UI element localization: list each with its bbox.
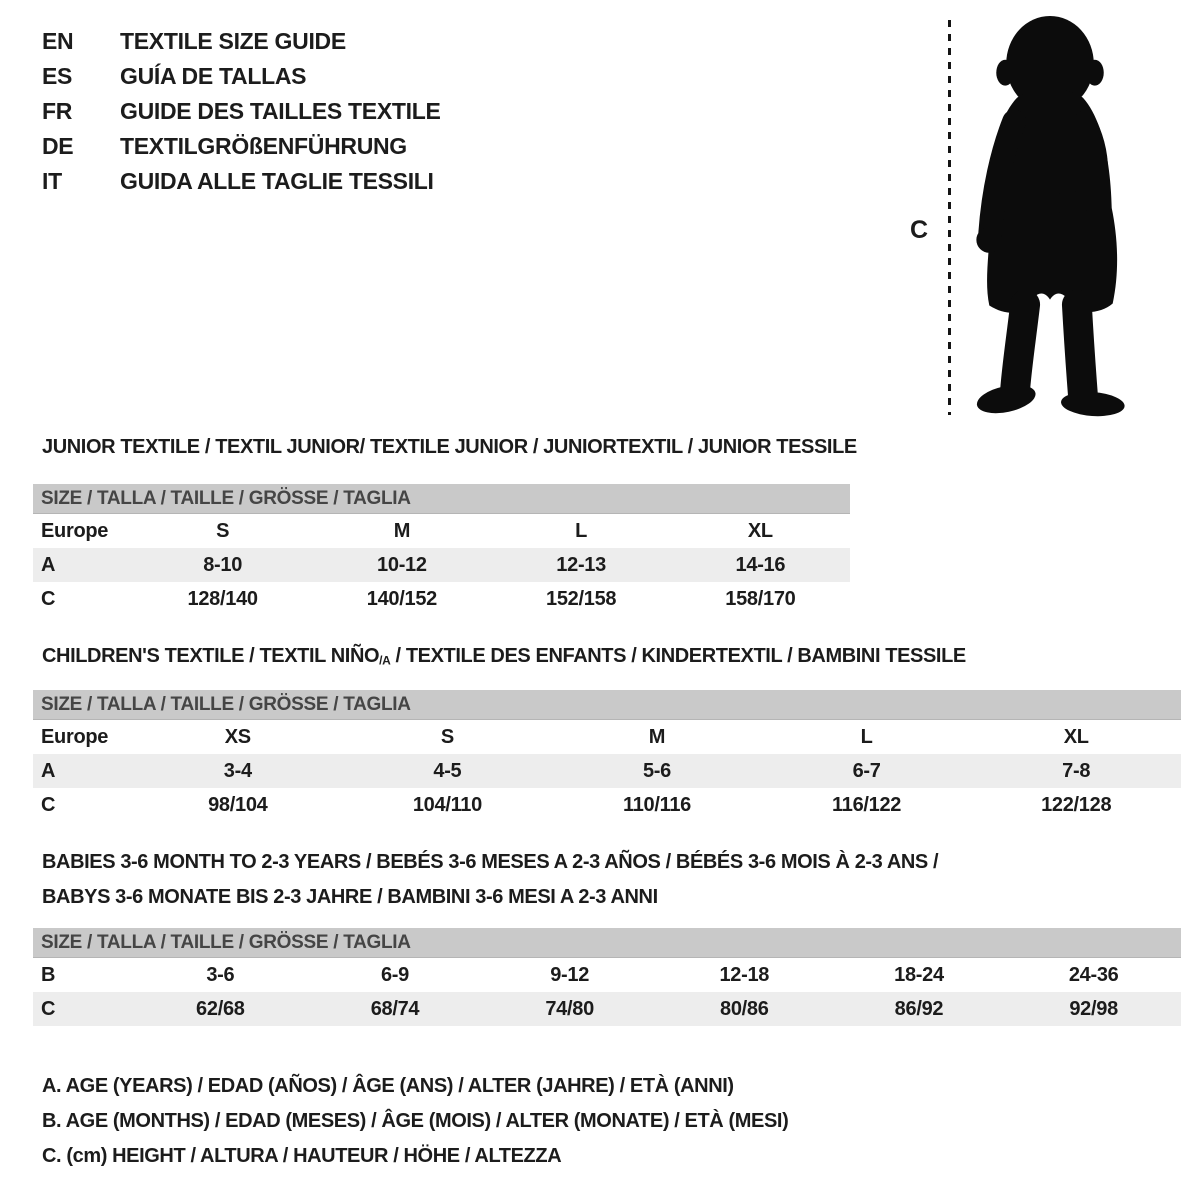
language-code: DE — [42, 133, 74, 159]
age-cell: 3-4 — [133, 754, 343, 788]
section-title-babies — [42, 845, 938, 915]
age-cell: 5-6 — [552, 754, 762, 788]
height-cell: 86/92 — [832, 992, 1007, 1026]
height-cell: 74/80 — [482, 992, 657, 1026]
height-cell: 80/86 — [657, 992, 832, 1026]
language-code: ES — [42, 63, 73, 89]
table-row — [33, 720, 1181, 754]
language-code: IT — [42, 168, 62, 194]
age-cell: 3-6 — [206, 963, 235, 986]
size-band-children: SIZE / TALLA / TAILLE / GRÖSSE / TAGLIA — [33, 690, 1181, 720]
size-cell: XS — [224, 725, 251, 748]
size-cell: S — [440, 725, 454, 748]
size-cell: L — [575, 519, 588, 542]
height-cell: 158/170 — [725, 587, 796, 610]
age-cell: 7-8 — [971, 754, 1181, 788]
height-cell: 92/98 — [1006, 992, 1181, 1026]
height-cell: 62/68 — [133, 992, 308, 1026]
junior-size-table — [33, 484, 850, 616]
row-label: A — [33, 548, 133, 582]
section-title-babies-line2: BABYS 3-6 MONATE BIS 2-3 JAHRE / BAMBINI 3-6 MESI A 2-3 ANNI — [42, 886, 658, 908]
height-cell: 122/128 — [1041, 793, 1112, 816]
height-cell: 140/152 — [366, 587, 437, 610]
legend-line-c: C. (cm) HEIGHT / ALTURA / HAUTEUR / HÖHE / ALTEZZA — [42, 1145, 562, 1167]
language-title: TEXTILE SIZE GUIDE — [120, 28, 346, 54]
language-row — [42, 94, 441, 129]
language-code: FR — [42, 98, 73, 124]
table-row — [33, 958, 1181, 992]
size-cell: XL — [1063, 725, 1089, 748]
section-title-junior: JUNIOR TEXTILE / TEXTIL JUNIOR/ TEXTILE JUNIOR / JUNIORTEXTIL / JUNIOR TESSILE — [42, 436, 857, 458]
row-label: B — [41, 963, 56, 986]
language-row — [42, 24, 441, 59]
language-title: GUÍA DE TALLAS — [120, 63, 307, 89]
legend-line-b: B. AGE (MONTHS) / EDAD (MESES) / ÂGE (MOIS) / ALTER (MONATE) / ETÀ (MESI) — [42, 1110, 789, 1132]
section-title-babies-line1: BABIES 3-6 MONTH TO 2-3 YEARS / BEBÉS 3-6 MESES A 2-3 AÑOS / BÉBÉS 3-6 MOIS À 2-3 ANS / — [42, 851, 939, 873]
language-title: GUIDE DES TAILLES TEXTILE — [120, 98, 441, 124]
age-cell: 14-16 — [671, 548, 850, 582]
age-cell: 12-18 — [719, 963, 770, 986]
legend — [42, 1069, 788, 1174]
section-title-children-pre: CHILDREN'S TEXTILE / TEXTIL NIÑO — [42, 645, 380, 667]
row-label: C — [41, 587, 56, 610]
row-label: Europe — [41, 725, 109, 748]
height-measure-dashed-line — [948, 20, 951, 415]
height-cell: 68/74 — [308, 992, 483, 1026]
height-cell: 152/158 — [546, 587, 617, 610]
language-row — [42, 59, 441, 94]
language-row — [42, 129, 441, 164]
age-cell: 12-13 — [492, 548, 671, 582]
height-cell: 98/104 — [208, 793, 268, 816]
row-label: C — [41, 793, 56, 816]
table-row — [33, 992, 1181, 1026]
age-cell: 10-12 — [312, 548, 491, 582]
size-band-junior: SIZE / TALLA / TAILLE / GRÖSSE / TAGLIA — [33, 484, 850, 514]
height-cell: 110/116 — [622, 793, 691, 816]
table-row — [33, 548, 850, 582]
babies-size-table — [33, 928, 1181, 1026]
age-cell: 8-10 — [133, 548, 312, 582]
size-cell: L — [860, 725, 873, 748]
row-label: C — [33, 992, 133, 1026]
age-cell: 4-5 — [343, 754, 553, 788]
section-title-children-sub: /A — [379, 653, 391, 668]
table-row — [33, 788, 1181, 822]
row-label: A — [33, 754, 133, 788]
size-band-babies: SIZE / TALLA / TAILLE / GRÖSSE / TAGLIA — [33, 928, 1181, 958]
size-cell: S — [216, 519, 230, 542]
language-title: GUIDA ALLE TAGLIE TESSILI — [120, 168, 434, 194]
row-label: Europe — [41, 519, 109, 542]
language-title: TEXTILGRÖßENFÜHRUNG — [120, 133, 407, 159]
table-row — [33, 582, 850, 616]
age-cell: 6-7 — [762, 754, 972, 788]
age-cell: 9-12 — [550, 963, 590, 986]
age-cell: 18-24 — [894, 963, 944, 986]
table-row — [33, 514, 850, 548]
size-cell: M — [648, 725, 666, 748]
age-cell: 6-9 — [380, 963, 409, 986]
size-cell: XL — [747, 519, 773, 542]
children-size-table — [33, 690, 1181, 822]
legend-line-a: A. AGE (YEARS) / EDAD (AÑOS) / ÂGE (ANS) / ALTER (JAHRE) / ETÀ (ANNI) — [42, 1075, 734, 1097]
size-cell: M — [393, 519, 411, 542]
table-row — [33, 754, 1181, 788]
height-cell: 116/122 — [832, 793, 902, 816]
section-title-children — [42, 645, 966, 668]
measure-label-c: C — [910, 216, 929, 244]
height-cell: 128/140 — [187, 587, 258, 610]
language-code: EN — [42, 28, 74, 54]
section-title-children-post: / TEXTILE DES ENFANTS / KINDERTEXTIL / BAMBINI TESSILE — [390, 645, 966, 667]
language-title-list — [42, 24, 441, 199]
toddler-silhouette-image — [960, 10, 1144, 418]
age-cell: 24-36 — [1068, 963, 1119, 986]
language-row — [42, 164, 441, 199]
height-cell: 104/110 — [412, 793, 482, 816]
